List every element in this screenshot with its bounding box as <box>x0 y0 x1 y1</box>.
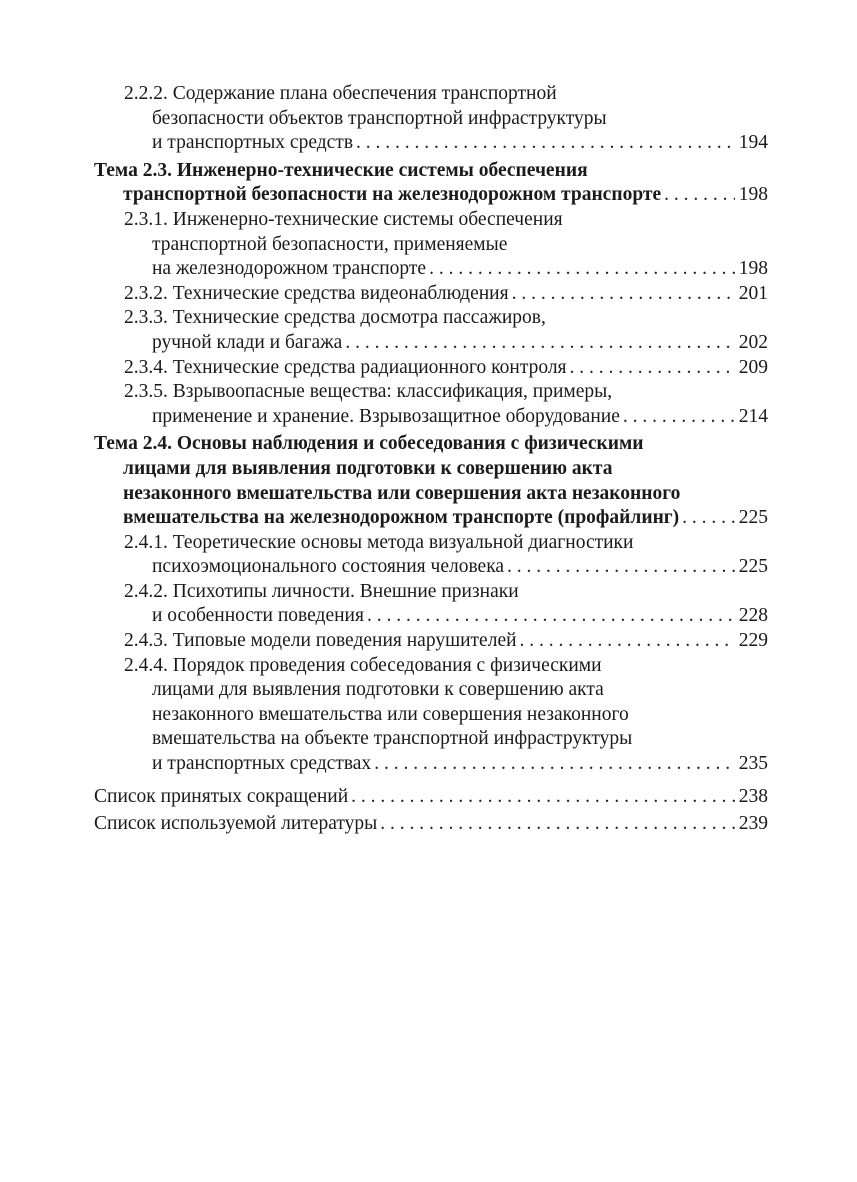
toc-entry-line: транспортной безопасности, применяемые <box>152 233 508 255</box>
dot-leader <box>507 555 735 580</box>
toc-entry-title: и транспортных средствах <box>152 753 372 775</box>
toc-entry-final-line <box>124 331 768 356</box>
toc-entry-final-line <box>124 356 768 381</box>
toc-entry-line: незаконного вмешательства или совершения незаконного <box>152 703 629 725</box>
toc-entry-title: 2.3.4. Технические средства радиационного контроля <box>124 356 567 378</box>
dot-leader <box>512 282 735 307</box>
toc-entry-line: лицами для выявления подготовки к совершению акта <box>152 679 604 701</box>
toc-entry-title: и особенности поведения <box>152 605 364 627</box>
dot-leader <box>374 752 735 777</box>
toc-subsection-entry[interactable] <box>94 629 768 654</box>
toc-subsection-entry[interactable] <box>94 82 768 156</box>
toc-subsection-entry[interactable] <box>94 282 768 307</box>
toc-entry-title: на железнодорожном транспорте <box>152 258 427 280</box>
page-number: 238 <box>738 785 768 807</box>
toc-entry-line: 2.4.2. Психотипы личности. Внешние признаки <box>124 580 519 602</box>
toc-entry-title: 2.3.2. Технические средства видеонаблюдения <box>124 282 509 304</box>
toc-entry-title: вмешательства на железнодорожном транспорте (профайлинг) <box>123 507 680 529</box>
toc-topic-entry[interactable] <box>94 432 768 530</box>
toc-topic-entry[interactable] <box>94 159 768 208</box>
dot-leader <box>356 131 735 156</box>
page-number: 235 <box>738 753 768 775</box>
dot-leader <box>682 506 735 531</box>
page-number: 202 <box>738 331 768 353</box>
toc-entry-line: Тема 2.4. Основы наблюдения и собеседования с физическими <box>94 433 644 455</box>
toc-subsection-entry[interactable] <box>94 380 768 429</box>
toc-entry-line: лицами для выявления подготовки к совершению акта <box>123 457 613 479</box>
dot-leader <box>429 257 735 282</box>
dot-leader <box>367 604 735 629</box>
toc-subsection-entry[interactable] <box>94 654 768 777</box>
dot-leader <box>570 356 735 381</box>
toc-entry-final-line <box>124 629 768 654</box>
toc-list-entry[interactable] <box>94 785 768 810</box>
toc-entry-line: 2.2.2. Содержание плана обеспечения транспортной <box>124 83 557 104</box>
toc-entry-title: 2.4.3. Типовые модели поведения нарушителей <box>124 630 517 652</box>
page-number: 198 <box>738 184 768 206</box>
toc-entry-line: 2.3.3. Технические средства досмотра пассажиров, <box>124 307 546 329</box>
table-of-contents <box>94 82 768 837</box>
toc-entry-line: незаконного вмешательства или совершения акта незаконного <box>123 482 681 504</box>
dot-leader <box>623 405 735 430</box>
toc-entry-final-line <box>124 257 768 282</box>
toc-entry-title: и транспортных средств <box>152 132 354 154</box>
toc-entry-line: Тема 2.3. Инженерно-технические системы обеспечения <box>94 159 588 181</box>
toc-entry-final-line <box>124 555 768 580</box>
toc-entry-final-line <box>94 812 768 837</box>
toc-entry-final-line <box>124 604 768 629</box>
page-number: 225 <box>738 556 768 578</box>
page-number: 198 <box>738 258 768 280</box>
toc-entry-line: 2.4.4. Порядок проведения собеседования с физическими <box>124 654 602 676</box>
page-number: 201 <box>738 282 768 304</box>
toc-entry-final-line <box>94 506 768 531</box>
page-number: 194 <box>738 132 768 154</box>
toc-entry-final-line <box>94 785 768 810</box>
toc-entry-title: психоэмоционального состояния человека <box>152 556 505 578</box>
toc-entry-line: безопасности объектов транспортной инфраструктуры <box>152 107 607 129</box>
toc-entry-final-line <box>124 131 768 156</box>
toc-entry-final-line <box>124 282 768 307</box>
toc-entry-final-line <box>124 405 768 430</box>
toc-subsection-entry[interactable] <box>94 208 768 282</box>
toc-subsection-entry[interactable] <box>94 580 768 629</box>
toc-subsection-entry[interactable] <box>94 306 768 355</box>
toc-entry-final-line <box>124 752 768 777</box>
toc-list-entry[interactable] <box>94 812 768 837</box>
toc-entry-title: применение и хранение. Взрывозащитное оборудование <box>152 405 620 427</box>
page-number: 209 <box>738 356 768 378</box>
toc-entry-line: вмешательства на объекте транспортной инфраструктуры <box>152 728 633 750</box>
dot-leader <box>345 331 734 356</box>
page-number: 228 <box>738 605 768 627</box>
toc-subsection-entry[interactable] <box>94 531 768 580</box>
toc-subsection-entry[interactable] <box>94 356 768 381</box>
dot-leader <box>664 183 735 208</box>
toc-entry-line: 2.3.5. Взрывоопасные вещества: классификация, примеры, <box>124 381 613 403</box>
page-number: 239 <box>738 813 768 835</box>
toc-entry-title: транспортной безопасности на железнодорожном транспорте <box>123 184 662 206</box>
toc-entry-final-line <box>94 183 768 208</box>
toc-entry-title: ручной клади и багажа <box>152 331 343 353</box>
dot-leader <box>380 812 735 837</box>
toc-entry-title: Список принятых сокращений <box>94 785 349 807</box>
toc-entry-title: Список используемой литературы <box>94 813 378 835</box>
page-number: 225 <box>738 507 768 529</box>
spacer <box>94 777 768 785</box>
page-number: 214 <box>738 405 768 427</box>
page-number: 229 <box>738 630 768 652</box>
toc-entry-line: 2.3.1. Инженерно-технические системы обеспечения <box>124 208 563 230</box>
toc-entry-line: 2.4.1. Теоретические основы метода визуальной диагностики <box>124 531 634 553</box>
dot-leader <box>520 629 735 654</box>
dot-leader <box>351 785 735 810</box>
